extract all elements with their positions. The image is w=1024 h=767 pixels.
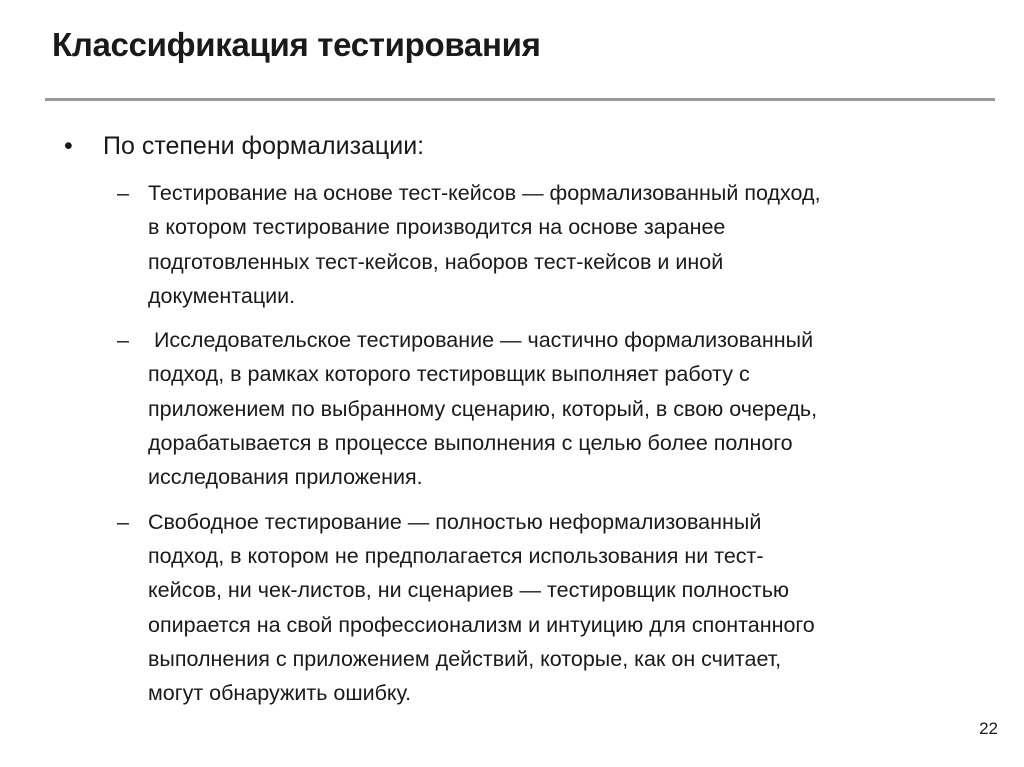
sub-item-free-testing bbox=[117, 505, 977, 711]
bullet-marker: • bbox=[64, 132, 73, 160]
sub-item-line: кейсов, ни чек-листов, ни сценариев — тестировщик полностью bbox=[148, 578, 790, 603]
sub-item-line: дорабатывается в процессе выполнения с целью более полного bbox=[148, 431, 793, 456]
bullet-text: По степени формализации: bbox=[103, 132, 425, 160]
sub-item-line: выполнения с приложением действий, которые, как он считает, bbox=[148, 646, 782, 671]
sub-item-line: Свободное тестирование — полностью неформализованный bbox=[148, 509, 762, 534]
dash-marker: – bbox=[117, 509, 129, 534]
sub-item-line: подготовленных тест-кейсов, наборов тест-кейсов и иной bbox=[148, 249, 724, 274]
sub-item-line: в котором тестирование производится на основе заранее bbox=[148, 215, 726, 240]
sub-item-line: опирается на свой профессионализм и интуицию для спонтанного bbox=[148, 612, 815, 637]
dash-marker: – bbox=[117, 181, 129, 205]
page-number: 22 bbox=[979, 719, 998, 738]
sub-item-line: приложением по выбранному сценарию, который, в свою очередь, bbox=[148, 396, 818, 421]
dash-marker: – bbox=[117, 328, 129, 353]
sub-item-exploratory-testing bbox=[117, 323, 977, 494]
slide-title: Классификация тестирования bbox=[52, 26, 541, 63]
sub-item-line: подход, в котором не предполагается использования ни тест- bbox=[148, 543, 764, 568]
sub-item-line: исследования приложения. bbox=[148, 465, 423, 490]
sub-item-line: могут обнаружить ошибку. bbox=[148, 681, 412, 706]
title-divider bbox=[45, 98, 995, 101]
sub-bullet-list bbox=[117, 176, 977, 720]
sub-item-test-case-testing bbox=[117, 176, 977, 313]
sub-item-line: документации. bbox=[148, 283, 296, 308]
sub-item-line: Исследовательское тестирование — частично формализованный bbox=[148, 328, 814, 353]
sub-item-line: подход, в рамках которого тестировщик выполняет работу с bbox=[148, 362, 750, 387]
sub-item-line: Тестирование на основе тест-кейсов — формализованный подход, bbox=[148, 181, 821, 205]
